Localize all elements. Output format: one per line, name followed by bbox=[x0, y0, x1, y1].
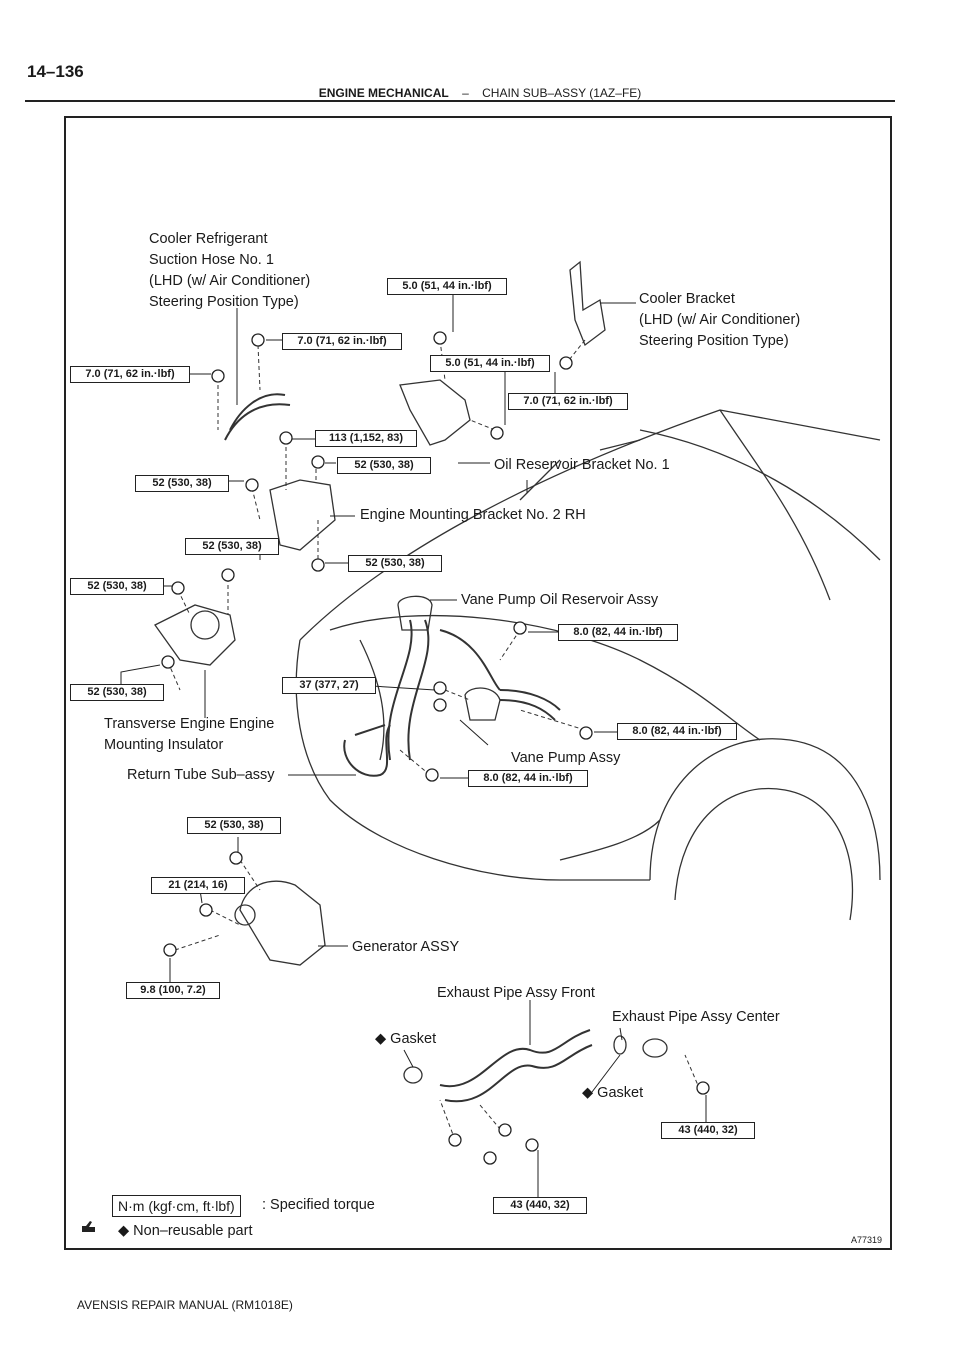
bolt-70-left bbox=[212, 370, 224, 382]
nut-52-f bbox=[312, 559, 324, 571]
car-grille bbox=[360, 640, 384, 760]
exhaust-center-flange bbox=[643, 1039, 667, 1057]
car-wheel-arch bbox=[650, 739, 880, 880]
header-separator: – bbox=[462, 86, 469, 100]
bolt-70-bracket bbox=[560, 357, 572, 369]
bolt-52-c bbox=[222, 569, 234, 581]
torque-50-mid: 5.0 (51, 44 in.·lbf) bbox=[430, 355, 550, 372]
torque-80-c: 8.0 (82, 44 in.·lbf) bbox=[468, 770, 588, 787]
nut-52-a bbox=[312, 456, 324, 468]
torque-21: 21 (214, 16) bbox=[151, 877, 245, 894]
label-gasket-right: ◆ Gasket bbox=[582, 1085, 644, 1101]
bolt-52-d bbox=[172, 582, 184, 594]
page-number: 14–136 bbox=[27, 62, 84, 81]
torque-50-top: 5.0 (51, 44 in.·lbf) bbox=[387, 278, 507, 295]
torque-52-e: 52 (530, 38) bbox=[70, 684, 164, 701]
bolt-43-front-d bbox=[526, 1139, 538, 1151]
figure-id: A77319 bbox=[851, 1235, 883, 1245]
torque-43-center: 43 (440, 32) bbox=[661, 1122, 755, 1139]
cooler-hose-shape bbox=[225, 394, 290, 440]
car-headlamp bbox=[560, 820, 660, 860]
legend-specified-torque: : Specified torque bbox=[262, 1197, 375, 1213]
legend-non-reusable: ◆ Non–reusable part bbox=[118, 1223, 253, 1239]
torque-80-a: 8.0 (82, 44 in.·lbf) bbox=[558, 624, 678, 641]
label-vane-pump-reservoir: Vane Pump Oil Reservoir Assy bbox=[461, 592, 659, 608]
vane-pump-hose bbox=[500, 690, 560, 720]
bolt-113 bbox=[280, 432, 292, 444]
bolt-80-b bbox=[580, 727, 592, 739]
bolt-50-top bbox=[434, 332, 446, 344]
bolt-70-hose bbox=[252, 334, 264, 346]
car-wheel-inner bbox=[675, 788, 852, 920]
bolt-80-a bbox=[514, 622, 526, 634]
bolt-52-e bbox=[162, 656, 174, 668]
bolt-50-mid bbox=[491, 427, 503, 439]
torque-52-gen: 52 (530, 38) bbox=[187, 817, 281, 834]
bolt-80-c bbox=[426, 769, 438, 781]
label-cooler-bracket: Cooler Bracket (LHD (w/ Air Conditioner) Steering Position Type) bbox=[639, 291, 801, 349]
torque-52-c: 52 (530, 38) bbox=[185, 538, 279, 555]
torque-70-hose: 7.0 (71, 62 in.·lbf) bbox=[282, 333, 402, 350]
bolt-21 bbox=[200, 904, 212, 916]
label-cooler-hose: Cooler Refrigerant Suction Hose No. 1 (LHD (w/ Air Conditioner) Steering Position Type) bbox=[149, 231, 311, 310]
torque-52-f: 52 (530, 38) bbox=[348, 555, 442, 572]
bolt-37-b bbox=[434, 699, 446, 711]
bolt-52-b bbox=[246, 479, 258, 491]
gasket-right-ring bbox=[614, 1036, 626, 1054]
vane-pump-body bbox=[465, 688, 500, 720]
label-gasket-left: ◆ Gasket bbox=[375, 1031, 437, 1047]
insulator-bushing bbox=[191, 611, 219, 639]
torque-70-bracket: 7.0 (71, 62 in.·lbf) bbox=[508, 393, 628, 410]
torque-43-front: 43 (440, 32) bbox=[493, 1197, 587, 1214]
torque-98: 9.8 (100, 7.2) bbox=[126, 982, 220, 999]
gasket-left-ring bbox=[404, 1067, 422, 1083]
torque-52-a: 52 (530, 38) bbox=[337, 457, 431, 474]
pencil-hand-icon bbox=[80, 1220, 98, 1234]
torque-113: 113 (1,152, 83) bbox=[315, 430, 417, 447]
bolt-43-front-a bbox=[449, 1134, 461, 1146]
torque-37: 37 (377, 27) bbox=[282, 677, 376, 694]
label-vane-pump: Vane Pump Assy bbox=[511, 750, 621, 766]
bolt-43-front-c bbox=[499, 1124, 511, 1136]
label-oil-reservoir-bracket: Oil Reservoir Bracket No. 1 bbox=[494, 457, 670, 473]
car-fender-line bbox=[720, 410, 830, 600]
label-transverse-insulator: Transverse Engine Engine Mounting Insulator bbox=[104, 716, 275, 753]
car-roofline bbox=[640, 430, 880, 560]
header-section: ENGINE MECHANICAL bbox=[318, 86, 449, 100]
nut-98 bbox=[164, 944, 176, 956]
bolt-43-front-b bbox=[484, 1152, 496, 1164]
bolt-52-gen bbox=[230, 852, 242, 864]
label-exhaust-front: Exhaust Pipe Assy Front bbox=[437, 985, 595, 1001]
generator-body bbox=[240, 881, 325, 965]
exhaust-pipe-front bbox=[440, 1030, 592, 1101]
label-engine-mounting-bracket: Engine Mounting Bracket No. 2 RH bbox=[360, 507, 586, 523]
bolt-37-a bbox=[434, 682, 446, 694]
label-exhaust-center: Exhaust Pipe Assy Center bbox=[612, 1009, 780, 1025]
cooler-bracket-shape bbox=[570, 262, 605, 345]
label-return-tube: Return Tube Sub–assy bbox=[127, 767, 275, 783]
torque-52-b: 52 (530, 38) bbox=[135, 475, 229, 492]
engine-mount-bracket bbox=[270, 480, 335, 550]
torque-80-b: 8.0 (82, 44 in.·lbf) bbox=[617, 723, 737, 740]
generator-pulley bbox=[235, 905, 255, 925]
torque-52-d: 52 (530, 38) bbox=[70, 578, 164, 595]
engine-bay-edge bbox=[330, 616, 760, 740]
legend-unit-box: N·m (kgf·cm, ft·lbf) bbox=[112, 1195, 241, 1217]
footer-text: AVENSIS REPAIR MANUAL (RM1018E) bbox=[77, 1298, 293, 1312]
torque-70-left: 7.0 (71, 62 in.·lbf) bbox=[70, 366, 190, 383]
bolt-43-center bbox=[697, 1082, 709, 1094]
header-subsection: CHAIN SUB–ASSY (1AZ–FE) bbox=[482, 86, 642, 100]
label-generator: Generator ASSY bbox=[352, 939, 460, 955]
